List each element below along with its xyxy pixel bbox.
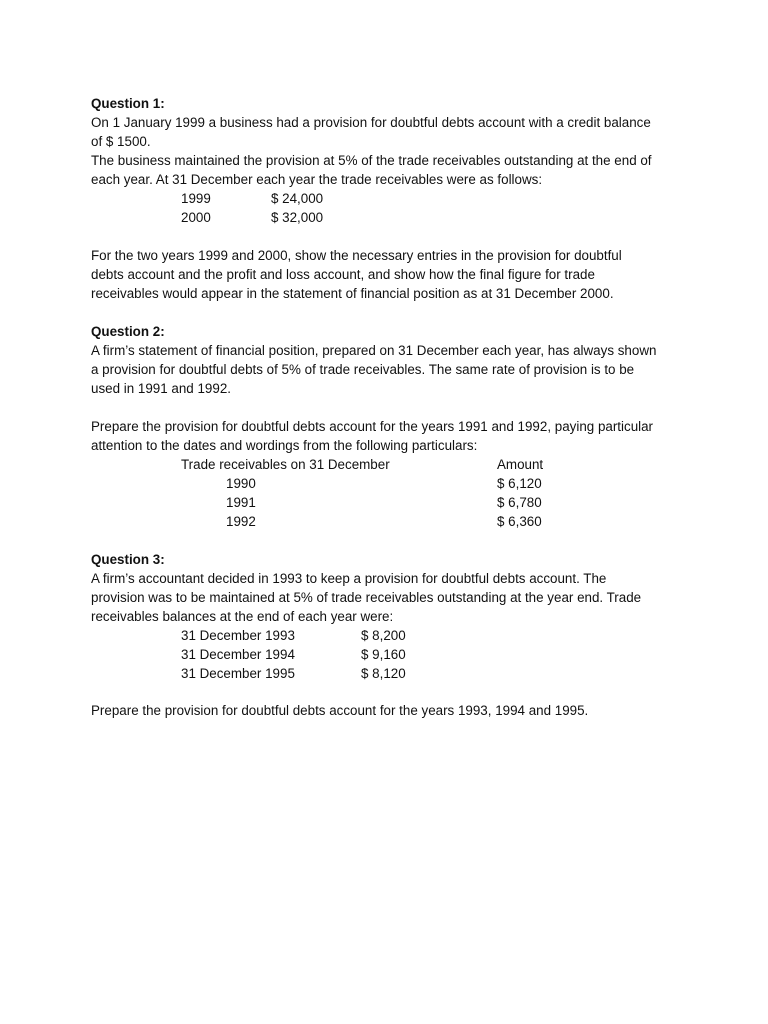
question-1-text-line: each year. At 31 December each year the trade receivables were as follows:: [91, 172, 543, 187]
year-cell: 2000: [181, 210, 211, 225]
amount-cell: $ 8,200: [361, 628, 406, 643]
question-2-table-header: [91, 455, 691, 474]
question-1: [91, 94, 691, 227]
question-3-task-line: Prepare the provision for doubtful debts account for the years 1993, 1994 and 1995.: [91, 703, 589, 718]
year-cell: 1992: [226, 514, 256, 529]
question-3-table-row: [91, 626, 691, 645]
question-3: [91, 550, 691, 683]
amount-cell: $ 6,360: [497, 514, 542, 529]
amount-cell: $ 8,120: [361, 666, 406, 681]
date-cell: 31 December 1993: [181, 628, 295, 643]
question-1-task-line: debts account and the profit and loss account, and show how the final figure for trade: [91, 267, 595, 282]
amount-cell: $ 9,160: [361, 647, 406, 662]
question-1-text-line: The business maintained the provision at 5% of the trade receivables outstanding at the end of: [91, 153, 652, 168]
question-1-task-line: receivables would appear in the statement of financial position as at 31 December 2000.: [91, 286, 614, 301]
question-1-table-row: [91, 189, 691, 208]
question-2-table-row: [91, 493, 691, 512]
question-2-text-line: a provision for doubtful debts of 5% of trade receivables. The same rate of provision is to be: [91, 362, 635, 377]
question-2-task-line: Prepare the provision for doubtful debts account for the years 1991 and 1992, paying particular: [91, 419, 654, 434]
year-cell: 1991: [226, 495, 256, 510]
question-1-heading: Question 1:: [91, 96, 165, 111]
question-3-text-line: receivables balances at the end of each year were:: [91, 609, 394, 624]
question-3-table-row: [91, 664, 691, 683]
question-3-heading: Question 3:: [91, 552, 165, 567]
amount-cell: $ 6,780: [497, 495, 542, 510]
question-1-task: [91, 246, 691, 303]
question-2-table-row: [91, 474, 691, 493]
question-2-text-line: used in 1991 and 1992.: [91, 381, 231, 396]
question-3-text-line: provision was to be maintained at 5% of trade receivables outstanding at the year end. Trade: [91, 590, 642, 605]
amount-cell: $ 24,000: [271, 191, 324, 206]
table-header-label: Trade receivables on 31 December: [181, 457, 390, 472]
question-2-heading: Question 2:: [91, 324, 165, 339]
amount-cell: $ 32,000: [271, 210, 324, 225]
question-3-task: [91, 701, 691, 720]
question-1-text-line: of $ 1500.: [91, 134, 151, 149]
question-2-task-line: attention to the dates and wordings from the following particulars:: [91, 438, 478, 453]
table-header-amount: Amount: [497, 457, 544, 472]
question-3-table-row: [91, 645, 691, 664]
question-2: [91, 322, 691, 398]
amount-cell: $ 6,120: [497, 476, 542, 491]
question-2-table-row: [91, 512, 691, 531]
year-cell: 1990: [226, 476, 256, 491]
date-cell: 31 December 1994: [181, 647, 295, 662]
date-cell: 31 December 1995: [181, 666, 295, 681]
question-1-table-row: [91, 208, 691, 227]
question-2-task: [91, 417, 691, 531]
question-2-text-line: A firm’s statement of financial position, prepared on 31 December each year, has always shown: [91, 343, 657, 358]
year-cell: 1999: [181, 191, 211, 206]
question-1-task-line: For the two years 1999 and 2000, show the necessary entries in the provision for doubtful: [91, 248, 622, 263]
question-1-text-line: On 1 January 1999 a business had a provision for doubtful debts account with a credit balance: [91, 115, 651, 130]
question-3-text-line: A firm’s accountant decided in 1993 to keep a provision for doubtful debts account. The: [91, 571, 607, 586]
